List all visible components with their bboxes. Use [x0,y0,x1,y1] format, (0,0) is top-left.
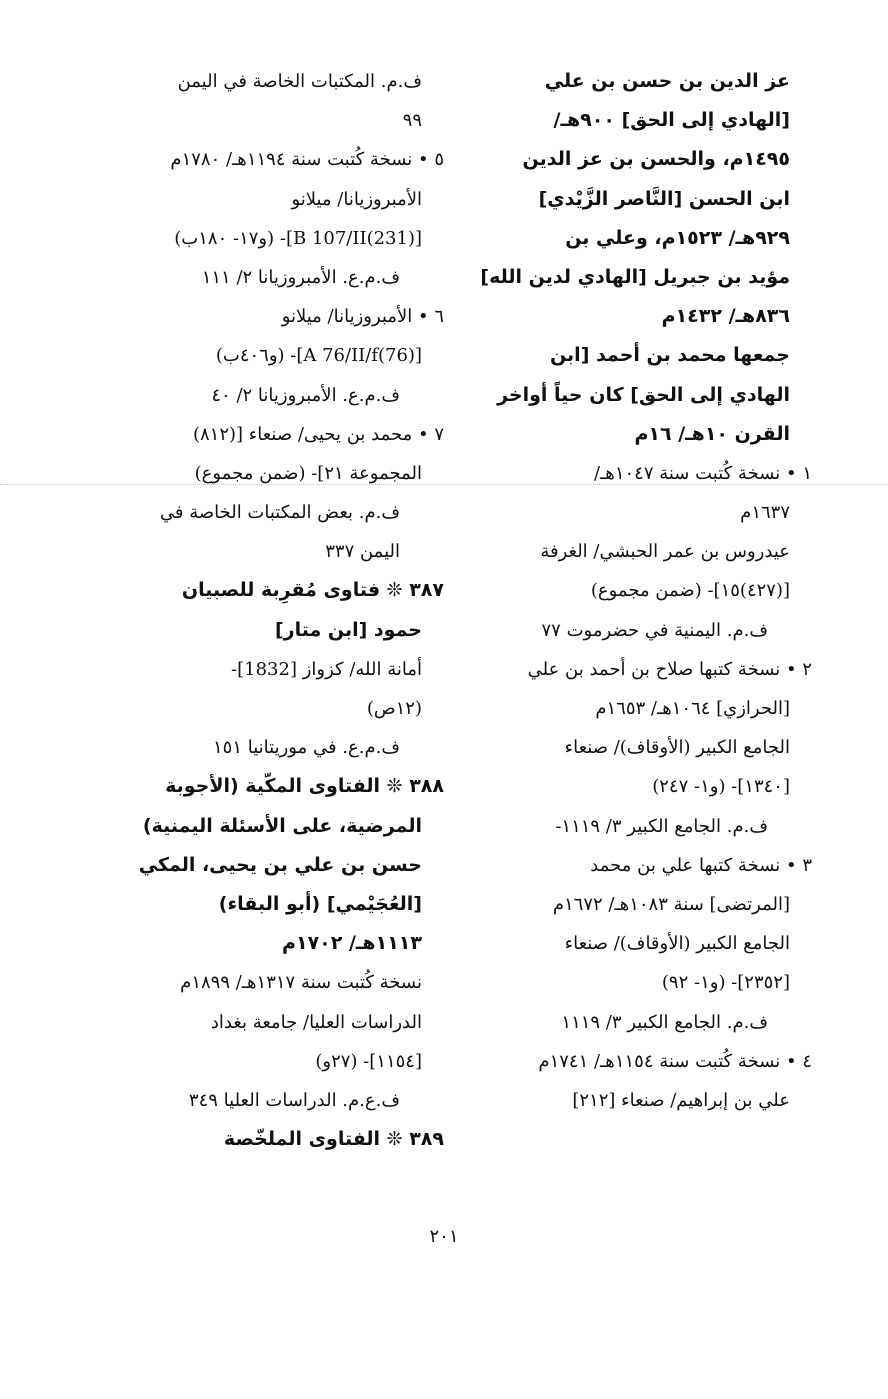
title-entry-389: ٣٨٩ ❊ الفتاوى الملخّصة [223,1128,444,1151]
copy-entry-text: الدراسات العليا/ جامعة بغداد [210,1011,422,1033]
copy-entry-reference: ف.م.ع. الأمبروزيانا ٢/ ٤٠ [211,384,400,406]
copy-entry-text: الجامع الكبير (الأوقاف)/ صنعاء [564,737,790,759]
author-line: [الهادي إلى الحق] ٩٠٠هـ/ [553,109,790,132]
copy-entry-5: ٥ • نسخة كُتبت سنة ١١٩٤هـ/ ١٧٨٠م [170,149,444,171]
title-entry-387: ٣٨٧ ❊ فتاوى مُقرِبة للصبيان [181,579,444,602]
copy-entry-1: ١ • نسخة كُتبت سنة ١٠٤٧هـ/ [593,462,812,484]
copy-entry-reference: ف.ع.م. الدراسات العليا ٣٤٩ [188,1089,400,1111]
copy-entry-text: [(٤٢٧)١٥]- (ضمن مجموع) [590,580,790,602]
author-line: حمود [ابن متار] [274,618,422,641]
copy-entry-reference: ف.م. بعض المكتبات الخاصة في [159,502,400,524]
copy-entry-text: [المرتضى] سنة ١٠٨٣هـ/ ١٦٧٢م [552,893,790,915]
copy-entry-text: أمانة الله/ كزواز [1832]- [231,658,422,680]
copy-entry-text: [(76)A 76/II/f]- (و٤٠٦ب) [215,345,422,367]
copy-entry-reference: ٩٩ [402,110,422,132]
copy-entry-reference: ف.م. الجامع الكبير ٣/ ١١١٩ [561,1011,768,1033]
left-column [87,62,444,1159]
copy-entry-reference: ف.م. اليمنية في حضرموت ٧٧ [541,619,768,641]
copy-entry-2: ٢ • نسخة كتبها صلاح بن أحمد بن علي [527,658,812,680]
page-number: ٢٠١ [429,1226,459,1247]
copy-entry-reference: اليمن ٣٣٧ [325,541,400,563]
copy-entry-text: [١٣٤٠]- (و١- ٢٤٧) [652,776,790,798]
author-line: [العُجَيْمي] (أبو البقاء) [218,892,422,915]
copy-entry-reference: ف.م. المكتبات الخاصة في اليمن [177,71,422,92]
copy-entry-reference: ف.م.ع. الأمبروزيانا ٢/ ١١١ [201,266,400,288]
copy-entry-text: (١٢ص) [366,698,422,719]
copy-entry-text: نسخة كُتبت سنة ١٣١٧هـ/ ١٨٩٩م [180,972,422,994]
copy-entry-text: [الحرازي] ١٠٦٤هـ/ ١٦٥٣م [595,698,790,719]
copy-entry-text: الأمبروزيانا/ ميلانو [291,188,422,210]
right-column [470,62,812,1120]
author-line: ١١١٣هـ/ ١٧٠٢م [282,932,422,955]
compiler-line: القرن ١٠هـ/ ١٦م [634,422,790,445]
copy-entry-text: المجموعة ٢١]- (ضمن مجموع) [194,462,422,484]
copy-entry-text: [(231)B 107/II]- (و١٧- ١٨٠ب) [174,227,422,249]
compiler-line: جمعها محمد بن أحمد [ابن [549,344,790,367]
copy-entry-reference: ف.م.ع. في موريتانيا ١٥١ [213,737,400,759]
copy-entry-text: عيدروس بن عمر الحبشي/ الغرفة [540,541,790,563]
compiler-line: الهادي إلى الحق] كان حياً أواخر [497,383,790,406]
author-line: ١٤٩٥م، والحسن بن عز الدين [522,148,790,171]
copy-entry-reference: ف.م. الجامع الكبير ٣/ ١١١٩- [555,815,768,837]
title-line: المرضية، على الأسئلة اليمنية) [142,814,422,837]
author-line: عز الدين بن حسن بن علي [544,70,790,92]
copy-entry-text: ١٦٣٧م [740,502,790,524]
copy-entry-4: ٤ • نسخة كُتبت سنة ١١٥٤هـ/ ١٧٤١م [538,1050,812,1072]
author-line: مؤيد بن جبريل [الهادي لدين الله] [480,265,790,288]
author-line: ٨٣٦هـ/ ١٤٣٢م [661,305,790,328]
author-line: ابن الحسن [النَّاصر الزَّيْدي] [538,187,790,210]
title-entry-388: ٣٨٨ ❊ الفتاوى المكّية (الأجوبة [165,775,444,798]
copy-entry-text: [٢٣٥٢]- (و١- ٩٢) [661,972,790,994]
copy-entry-text: الجامع الكبير (الأوقاف)/ صنعاء [564,933,790,955]
copy-entry-7: ٧ • محمد بن يحيى/ صنعاء [(٨١٢) [192,423,444,445]
copy-entry-3: ٣ • نسخة كتبها علي بن محمد [590,854,812,876]
author-line: ٩٢٩هـ/ ١٥٢٣م، وعلي بن [565,226,790,249]
copy-entry-text: [١١٥٤]- (٢٧و) [315,1050,422,1072]
copy-entry-6: ٦ • الأمبروزيانا/ ميلانو [281,306,444,328]
author-line: حسن بن علي بن يحيى، المكي [138,853,422,876]
copy-entry-text: علي بن إبراهيم/ صنعاء [٢١٢] [572,1089,790,1111]
